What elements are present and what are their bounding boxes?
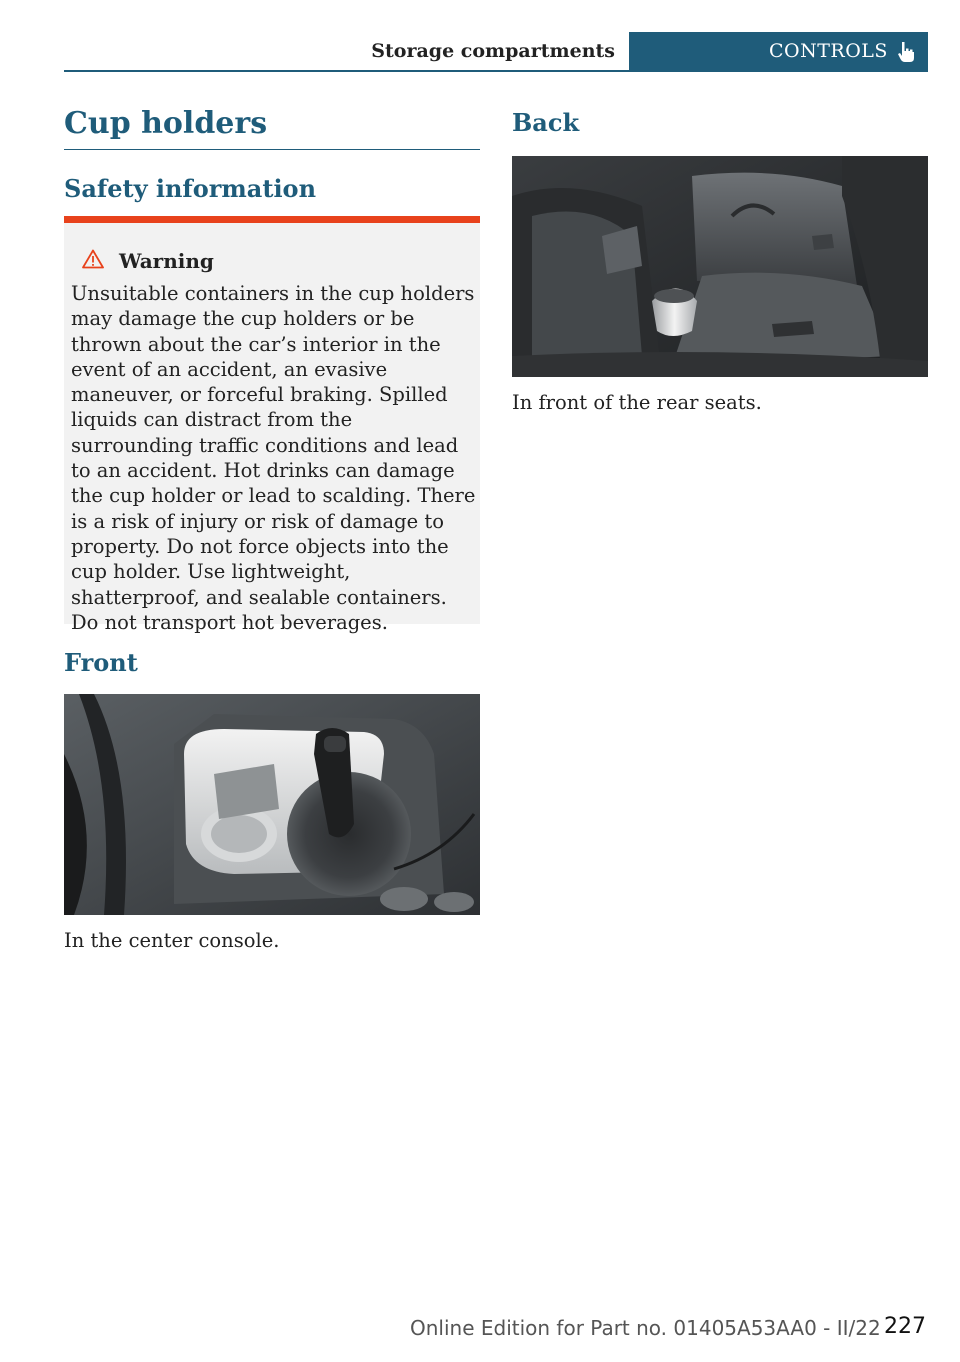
page-footer bbox=[0, 1316, 960, 1346]
edition-note: Online Edition for Part no. 01405A53AA0 - II/22 bbox=[410, 1316, 881, 1340]
running-header bbox=[64, 32, 928, 72]
chapter-label: CONTROLS bbox=[769, 40, 888, 62]
front-cup-holder-photo bbox=[64, 694, 480, 915]
hand-pointer-icon bbox=[896, 40, 918, 64]
back-caption: In front of the rear seats. bbox=[512, 391, 762, 414]
title-rule bbox=[64, 149, 480, 150]
warning-box bbox=[64, 216, 480, 634]
front-caption: In the center console. bbox=[64, 929, 280, 952]
chapter-tab bbox=[629, 32, 928, 70]
back-heading: Back bbox=[512, 108, 580, 137]
front-heading: Front bbox=[64, 648, 138, 677]
safety-heading: Safety information bbox=[64, 174, 317, 203]
page-title: Cup holders bbox=[64, 106, 268, 141]
section-label: Storage compartments bbox=[371, 40, 615, 62]
warning-triangle-icon bbox=[82, 249, 104, 269]
warning-title: Warning bbox=[119, 249, 214, 273]
rear-cup-holder-photo bbox=[512, 156, 928, 377]
page-number: 227 bbox=[884, 1314, 926, 1339]
header-rule bbox=[64, 70, 928, 72]
warning-text: Unsuitable containers in the cup holders may damage the cup holders or be thrown about the car’s interior in the event of an accident, an evasive maneuver, or forceful braking. Spilled liquids can distract from the surrounding traffic conditions and lead to an accident. Hot drinks can damage the cup holder or lead to scalding. There is a risk of injury or risk of damage to property. Do not force objects into the cup holder. Use lightweight, shatterproof, and sealable containers. Do not transport hot beverages. bbox=[71, 282, 476, 634]
